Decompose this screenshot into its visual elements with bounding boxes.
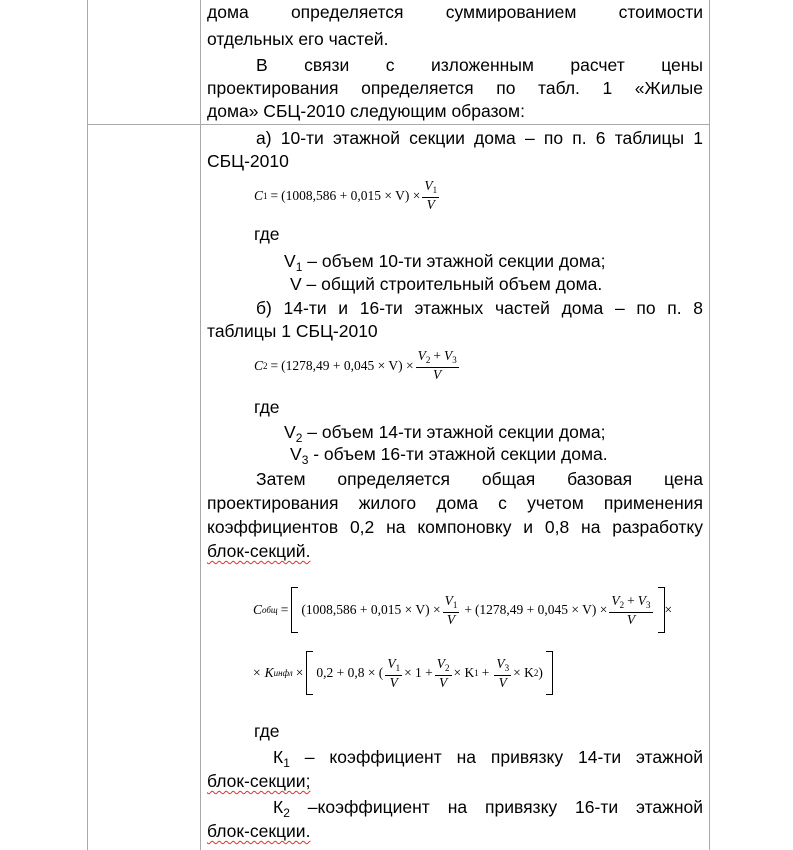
formula-symbol: C <box>254 357 264 373</box>
definition-text: – объем 14-ти этажной секции дома; <box>302 422 606 442</box>
paragraph-line: коэффициентов 0,2 на компоновку и 0,8 на разработку <box>207 517 703 537</box>
formula-fraction <box>443 594 460 627</box>
formula-subscript: инфл <box>273 668 293 678</box>
formula-fraction <box>416 349 459 382</box>
formula-subscript: 1 <box>395 662 401 673</box>
formula-fraction <box>422 179 439 212</box>
formula-symbol: V <box>417 348 426 363</box>
formula-subscript: 2 <box>445 662 450 673</box>
formula-operator: × <box>295 665 304 680</box>
formula-symbol: V <box>389 674 398 690</box>
variable-symbol: К <box>273 797 284 817</box>
paragraph-line: отдельных его частей. <box>207 29 389 49</box>
definition-line <box>284 250 704 272</box>
definition-text: – общий строительный объем дома. <box>301 274 603 294</box>
definition-line <box>273 746 703 768</box>
paragraph-line: СБЦ-2010 <box>207 151 289 171</box>
paragraph-line <box>207 820 703 842</box>
paragraph-line <box>207 540 703 562</box>
formula-symbol: V <box>426 197 435 212</box>
paragraph-line: Затем определяется общая базовая цена <box>256 469 703 489</box>
formula-symbol: V <box>611 592 620 608</box>
formula-term: × K <box>453 665 475 680</box>
formula-symbol: V <box>443 348 453 363</box>
definition-text: –коэффициент на привязку 16-ти этажной <box>289 797 703 817</box>
formula-subscript: общ <box>262 605 278 615</box>
variable-subscript: 2 <box>283 806 290 820</box>
formula-subscript: 2 <box>533 668 539 678</box>
formula-symbol: K <box>264 665 274 680</box>
paragraph-line: проектирования определяется по табл. 1 «Жилые <box>207 78 703 98</box>
formula-term: (1278,49 + 0,045 × V) × <box>474 602 608 617</box>
variable-subscript: 1 <box>295 260 303 274</box>
definition-line <box>273 796 703 818</box>
formula-bracket-right <box>546 651 553 695</box>
formula-term: 0,2 + 0,8 × ( <box>316 665 384 680</box>
formula-subscript: 1 <box>452 599 458 610</box>
formula-subscript: 2 <box>263 360 268 371</box>
formula-symbol: V <box>446 611 456 627</box>
formula-symbol: V <box>436 655 446 671</box>
paragraph-line <box>207 770 703 792</box>
definition-line <box>290 443 704 465</box>
spellcheck-word: блок-секций. <box>207 541 311 561</box>
variable-symbol: V <box>284 251 296 271</box>
definition-text: – объем 10-ти этажной секции дома; <box>302 251 606 271</box>
formula-term: × 1 + <box>404 665 433 680</box>
spellcheck-word: блок-секции; <box>207 771 311 791</box>
table-left-border <box>87 0 88 850</box>
paragraph-line: дома определяется суммированием стоимости <box>207 2 703 22</box>
variable-subscript: 1 <box>283 756 290 770</box>
definition-text: – коэффициент на привязку 14-ти этажной <box>289 747 703 767</box>
formula-subscript: 1 <box>263 190 268 201</box>
variable-subscript: 3 <box>301 453 309 467</box>
variable-symbol: V <box>290 444 302 464</box>
paragraph-line: где <box>254 224 280 244</box>
formula-operator: = <box>270 187 279 203</box>
formula-fraction <box>494 657 511 690</box>
formula-operator: + <box>433 348 441 363</box>
formula-fraction <box>435 657 452 690</box>
formula-symbol: V <box>626 611 636 627</box>
paragraph-line: а) 10-ти этажной секции дома – по п. 6 таблицы 1 <box>256 128 703 148</box>
formula-symbol: V <box>387 655 396 671</box>
formula-operator: + <box>464 602 472 617</box>
formula-subscript: 1 <box>432 185 438 195</box>
paragraph-line: таблицы 1 СБЦ-2010 <box>207 321 378 341</box>
paragraph-line: дома» СБЦ-2010 следующим образом: <box>207 101 525 121</box>
formula-operator: × <box>664 602 673 617</box>
formula-symbol: V <box>433 367 442 382</box>
paragraph-line: б) 14-ти и 16-ти этажных частей дома – по п. 8 <box>256 298 703 318</box>
formula-term: (1008,586 + 0,015 × V) × <box>301 602 441 617</box>
formula-fraction <box>609 594 652 627</box>
variable-symbol: V <box>284 422 296 442</box>
formula-subscript: 2 <box>619 599 625 610</box>
formula-c1 <box>254 179 441 212</box>
formula-fraction <box>385 657 402 690</box>
variable-symbol: V <box>290 274 302 294</box>
formula-subscript: 2 <box>425 355 431 365</box>
formula-c2 <box>254 349 461 382</box>
formula-operator: + <box>481 665 490 680</box>
formula-symbol: V <box>496 655 505 671</box>
formula-total-line2 <box>253 651 553 695</box>
formula-total-line1 <box>253 587 672 633</box>
table-column-divider <box>200 0 201 850</box>
table-right-border <box>709 0 710 850</box>
formula-symbol: C <box>254 187 264 203</box>
formula-term: ) <box>538 665 543 680</box>
formula-subscript: 3 <box>646 599 651 610</box>
formula-bracket-left <box>291 587 298 633</box>
paragraph-line: где <box>254 397 280 417</box>
formula-symbol: C <box>253 602 263 617</box>
formula-symbol: V <box>424 178 433 193</box>
formula-operator: = <box>280 602 289 617</box>
table-row-divider <box>87 124 710 125</box>
formula-symbol: V <box>637 592 647 608</box>
formula-subscript: 3 <box>452 355 457 365</box>
formula-subscript: 3 <box>504 662 510 673</box>
formula-operator: × <box>253 665 261 680</box>
formula-symbol: V <box>439 674 448 690</box>
formula-bracket-left <box>306 651 313 695</box>
formula-symbol: V <box>498 674 507 690</box>
definition-line <box>284 421 704 443</box>
formula-bracket-right <box>658 587 665 633</box>
variable-subscript: 2 <box>295 431 303 445</box>
formula-term: (1008,586 + 0,015 × V) × <box>281 187 421 203</box>
paragraph-line: проектирования жилого дома с учетом применения <box>207 493 703 513</box>
definition-line <box>290 273 704 295</box>
spellcheck-word: блок-секции. <box>207 821 311 841</box>
formula-subscript: 1 <box>474 668 479 678</box>
paragraph-line: В связи с изложенным расчет цены <box>256 55 703 75</box>
formula-symbol: V <box>444 592 453 608</box>
formula-operator: = <box>270 357 279 373</box>
formula-term: × K <box>513 665 534 680</box>
formula-operator: + <box>627 592 635 608</box>
variable-symbol: К <box>273 747 284 767</box>
formula-term: (1278,49 + 0,045 × V) × <box>281 357 414 373</box>
definition-text: - объем 16-ти этажной секции дома. <box>308 444 608 464</box>
paragraph-line: где <box>254 721 280 741</box>
